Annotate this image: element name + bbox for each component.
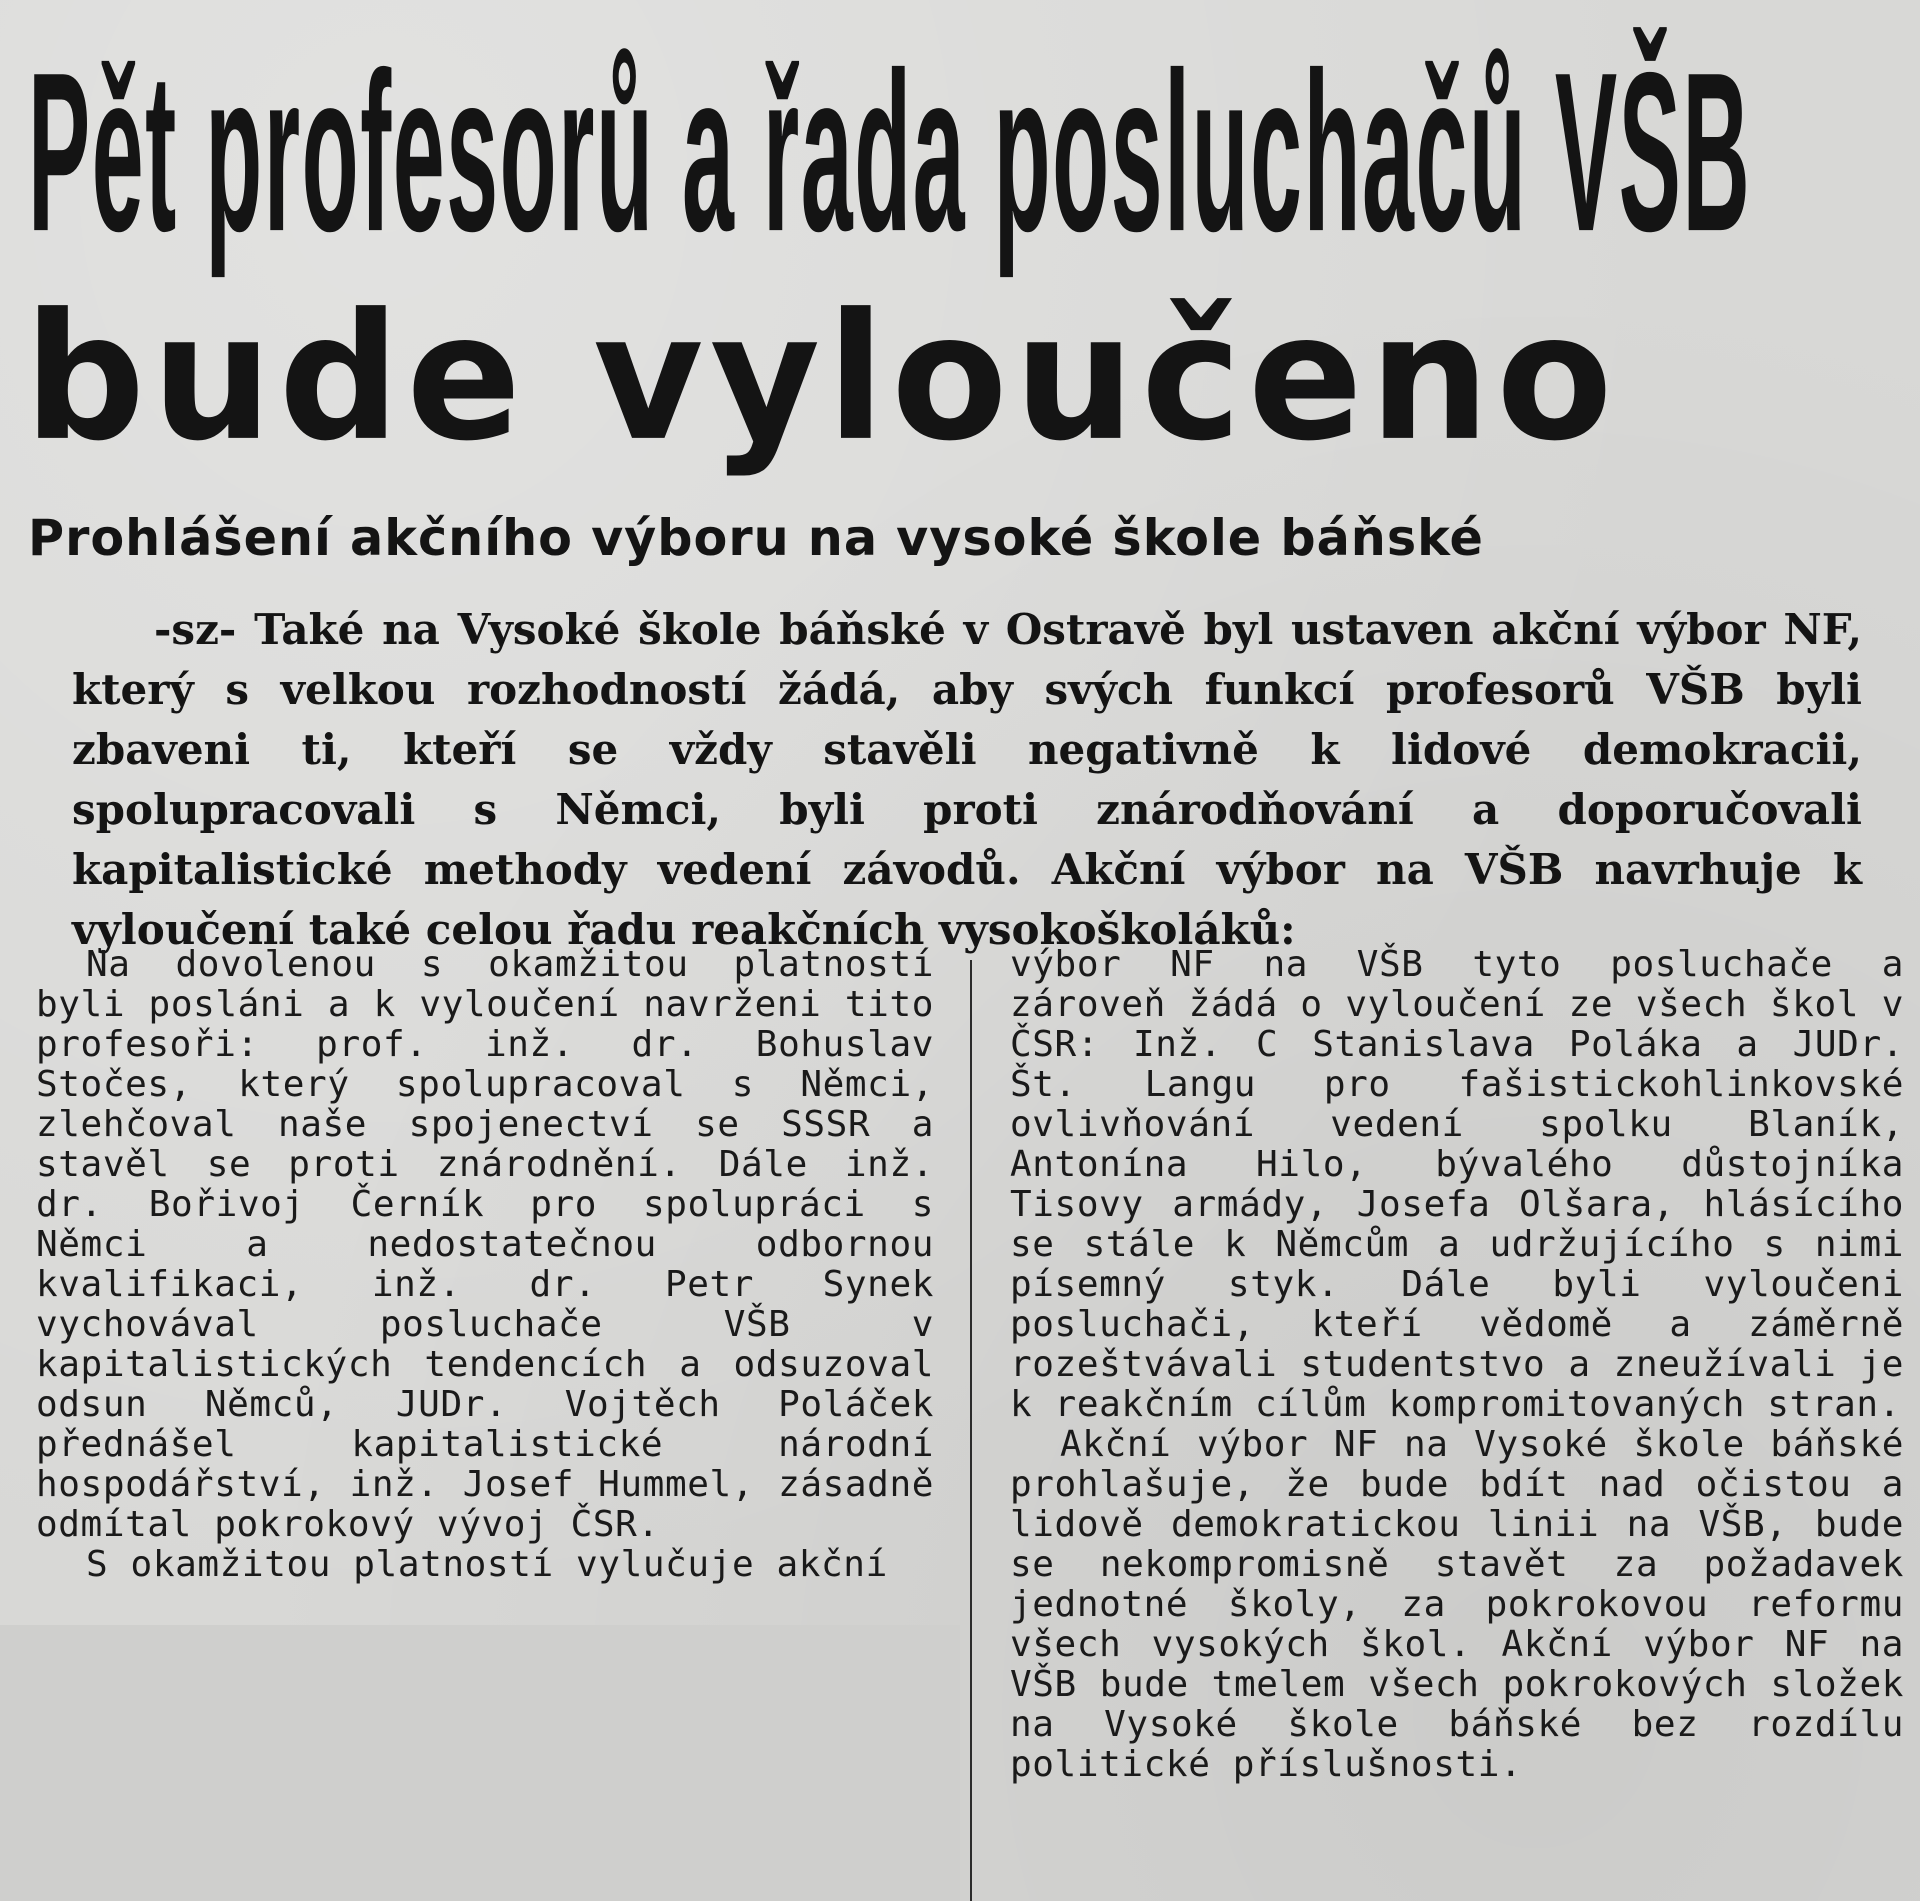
column-divider bbox=[970, 960, 972, 1901]
paper-discoloration bbox=[0, 1625, 960, 1901]
right-column-paragraph-2: Akční výbor NF na Vysoké škole báňské prohlašuje, že bude bdít nad očistou a lidově demokratickou linii na VŠB, bude se nekompromisně stavět za požadavek jednotné školy, za pokrokovou reformu všech vysokých škol. Akční výbor NF na VŠB bude tmelem všech pokrokových složek na Vysoké škole báňské bez rozdílu politické příslušnosti. bbox=[1010, 1424, 1904, 1785]
headline-line-2: bude vyloučeno bbox=[24, 275, 1620, 480]
headline-line-1: Pět profesorů a řada posluchačů VŠB bbox=[28, 26, 1752, 281]
left-column bbox=[36, 945, 934, 1585]
left-column-paragraph-2: S okamžitou platností vylučuje akční bbox=[86, 1544, 888, 1585]
subheadline: Prohlášení akčního výboru na vysoké škole báňské bbox=[28, 509, 1484, 567]
lead-paragraph: -sz- Také na Vysoké škole báňské v Ostravě byl ustaven akční výbor NF, který s velkou rozhodností žádá, aby svých funkcí profesorů VŠB byli zbaveni ti, kteří se vždy stavěli negativně k lidové demokracii, spolupracovali s Němci, byli proti znárodňování a doporučovali kapitalistické methody vedení závodů. Akční výbor na VŠB navrhuje k vyloučení také celou řadu reakčních vysokoškoláků: bbox=[72, 605, 1862, 954]
right-column bbox=[1010, 945, 1904, 1785]
right-column-paragraph-1: výbor NF na VŠB tyto posluchače a zároveň žádá o vyloučení ze všech škol v ČSR: Inž. C Stanislava Poláka a JUDr. Št. Langu pro fašistickohlinkovské ovlivňování vedení spolku Blaník, Antonína Hilo, bývalého důstojníka Tisovy armády, Josefa Olšara, hlásícího se stále k Němcům a udržujícího s nimi písemný styk. Dále byli vyloučeni posluchači, kteří vědomě a záměrně rozeštvávali studentstvo a zneužívali je k reakčním cílům kompromitovaných stran. bbox=[1010, 944, 1904, 1425]
left-column-paragraph-1: Na dovolenou s okamžitou platností byli posláni a k vyloučení navrženi tito profesoři: prof. inž. dr. Bohuslav Stočes, který spolupracoval s Němci, zlehčoval naše spojenectví se SSSR a stavěl se proti znárodnění. Dále inž. dr. Bořivoj Černík pro spolupráci s Němci a nedostatečnou odbornou kvalifikaci, inž. dr. Petr Synek vychovával posluchače VŠB v kapitalistických tendencích a odsuzoval odsun Němců, JUDr. Vojtěch Poláček přednášel kapitalistické národní hospodářství, inž. Josef Hummel, zásadně odmítal pokrokový vývoj ČSR. bbox=[36, 944, 934, 1545]
